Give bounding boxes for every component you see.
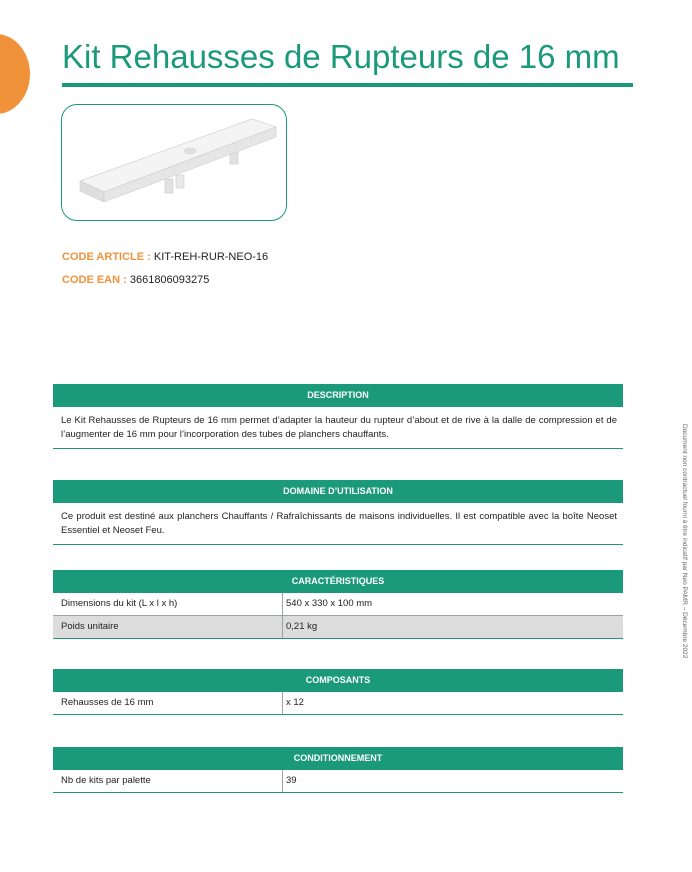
conditionnement-section	[53, 747, 623, 793]
product-leg	[165, 179, 173, 193]
product-photo-icon	[62, 105, 286, 220]
disclaimer-note: Document non contractuel fourni à titre indicatif par Neo PAMR – Décembre 2022	[681, 424, 688, 659]
row-label: Poids unitaire	[53, 616, 283, 638]
product-leg	[176, 175, 184, 188]
orange-decoration	[0, 34, 30, 114]
code-ean-label: CODE EAN :	[62, 274, 127, 286]
caracteristiques-section	[53, 570, 623, 639]
code-article-label: CODE ARTICLE :	[62, 251, 151, 263]
product-hole	[184, 148, 196, 154]
title-underline	[62, 83, 633, 87]
description-section	[53, 384, 623, 449]
code-ean	[62, 273, 268, 296]
conditionnement-header: CONDITIONNEMENT	[53, 747, 623, 770]
row-value: 39	[286, 775, 297, 786]
page-title: Kit Rehausses de Rupteurs de 16 mm	[62, 38, 620, 75]
description-text: Le Kit Rehausses de Rupteurs de 16 mm permet d’adapter la hauteur du rupteur d’about et de rive à la dalle de compression et de l’augmenter de 16 mm pour l’incorporation des tubes de planchers chauffants.	[53, 407, 623, 449]
row-label: Nb de kits par palette	[53, 770, 283, 792]
domaine-section	[53, 480, 623, 545]
product-codes	[62, 250, 268, 296]
row-value: x 12	[286, 697, 304, 708]
code-ean-value: 3661806093275	[129, 274, 210, 286]
composants-header: COMPOSANTS	[53, 669, 623, 692]
domaine-text: Ce produit est destiné aux planchers Chauffants / Rafraîchissants de maisons individuelles. Il est compatible avec la boîte Neoset Essentiel et Neoset Feu.	[53, 503, 623, 545]
table-row	[53, 692, 623, 715]
row-label: Dimensions du kit (L x l x h)	[53, 593, 283, 615]
product-image-frame	[61, 104, 287, 221]
table-row	[53, 616, 623, 639]
composants-section	[53, 669, 623, 715]
description-header: DESCRIPTION	[53, 384, 623, 407]
caracteristiques-header: CARACTÉRISTIQUES	[53, 570, 623, 593]
code-article	[62, 250, 268, 273]
row-value: 0,21 kg	[286, 621, 318, 632]
code-article-value: KIT-REH-RUR-NEO-16	[153, 251, 269, 263]
row-value: 540 x 330 x 100 mm	[286, 598, 373, 609]
domaine-header: DOMAINE D’UTILISATION	[53, 480, 623, 503]
table-row	[53, 770, 623, 793]
table-row	[53, 593, 623, 616]
row-label: Rehausses de 16 mm	[53, 692, 283, 714]
